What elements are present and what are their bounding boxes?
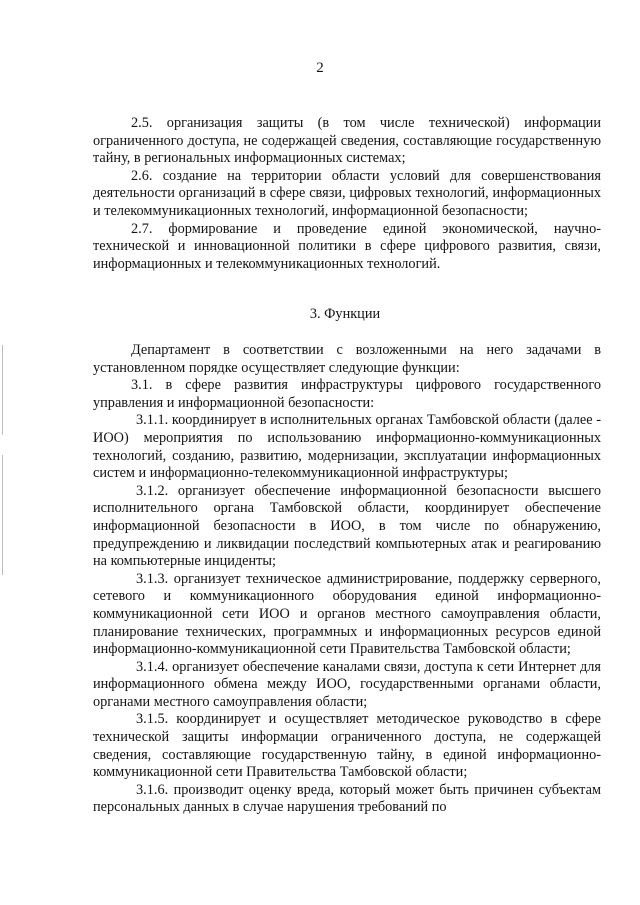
paragraph-3-1: 3.1. в сфере развития инфраструктуры цифрового государственного управления и информационной безопасности: [93,377,601,411]
paragraph-2-6: 2.6. создание на территории области условий для совершенствования деятельности организаций в сфере связи, цифровых технологий, информационных и телекоммуникационных технологий, информационной безопасности; [93,167,601,219]
paragraph-3-1-1: 3.1.1. координирует в исполнительных органах Тамбовской области (далее - ИОО) мероприятия по использованию информационно-коммуникационных технологий, созданию, развитию, модернизации, эксплуатации информационных систем и информационно-телекоммуникационной инфраструктуры; [93,412,601,482]
paragraph-intro: Департамент в соответствии с возложенными на него задачами в установленном порядке осуществляет следующие функции: [93,342,601,376]
section-heading: 3. Функции [309,306,381,322]
paragraph-3-1-2: 3.1.2. организует обеспечение информационной безопасности высшего исполнительного органа Тамбовской области, координирует обеспечение информационной безопасности в ИОО, в том числе по обнаружению, предупреждению и ликвидации последствий компьютерных атак и реагированию на компьютерные инциденты; [93,482,601,570]
page-number: 2 [316,60,324,76]
scan-margin-mark [2,345,3,435]
paragraph-3-1-5: 3.1.5. координирует и осуществляет методическое руководство в сфере технической защиты информации ограниченного доступа, не содержащей сведения, составляющие государственную тайну, в единой информационно-коммуникационной сети Правительства Тамбовской области; [93,711,601,781]
paragraph-2-5: 2.5. организация защиты (в том числе технической) информации ограниченного доступа, не содержащей сведения, составляющие государственную тайну, в региональных информационных системах; [93,115,601,167]
functions-section [93,342,601,817]
paragraph-3-1-6: 3.1.6. производит оценку вреда, который может быть причинен субъектам персональных данных в случае нарушения требований по [93,781,601,816]
paragraph-2-7: 2.7. формирование и проведение единой экономической, научно-технической и инновационной политики в сфере цифрового развития, связи, информационных и телекоммуникационных технологий. [93,220,601,272]
paragraph-3-1-4: 3.1.4. организует обеспечение каналами связи, доступа к сети Интернет для информационного обмена между ИОО, государственными органами области, органами местного самоуправления области; [93,658,601,710]
scan-margin-mark [2,455,3,575]
paragraph-3-1-3: 3.1.3. организует техническое администрирование, поддержку серверного, сетевого и коммуникационного оборудования единой информационно-коммуникационной сети ИОО и органов местного самоуправления области, планирование технических, программных и информационных ресурсов единой информационно-коммуникационной сети Правительства Тамбовской области; [93,570,601,658]
tasks-continuation [93,115,601,273]
